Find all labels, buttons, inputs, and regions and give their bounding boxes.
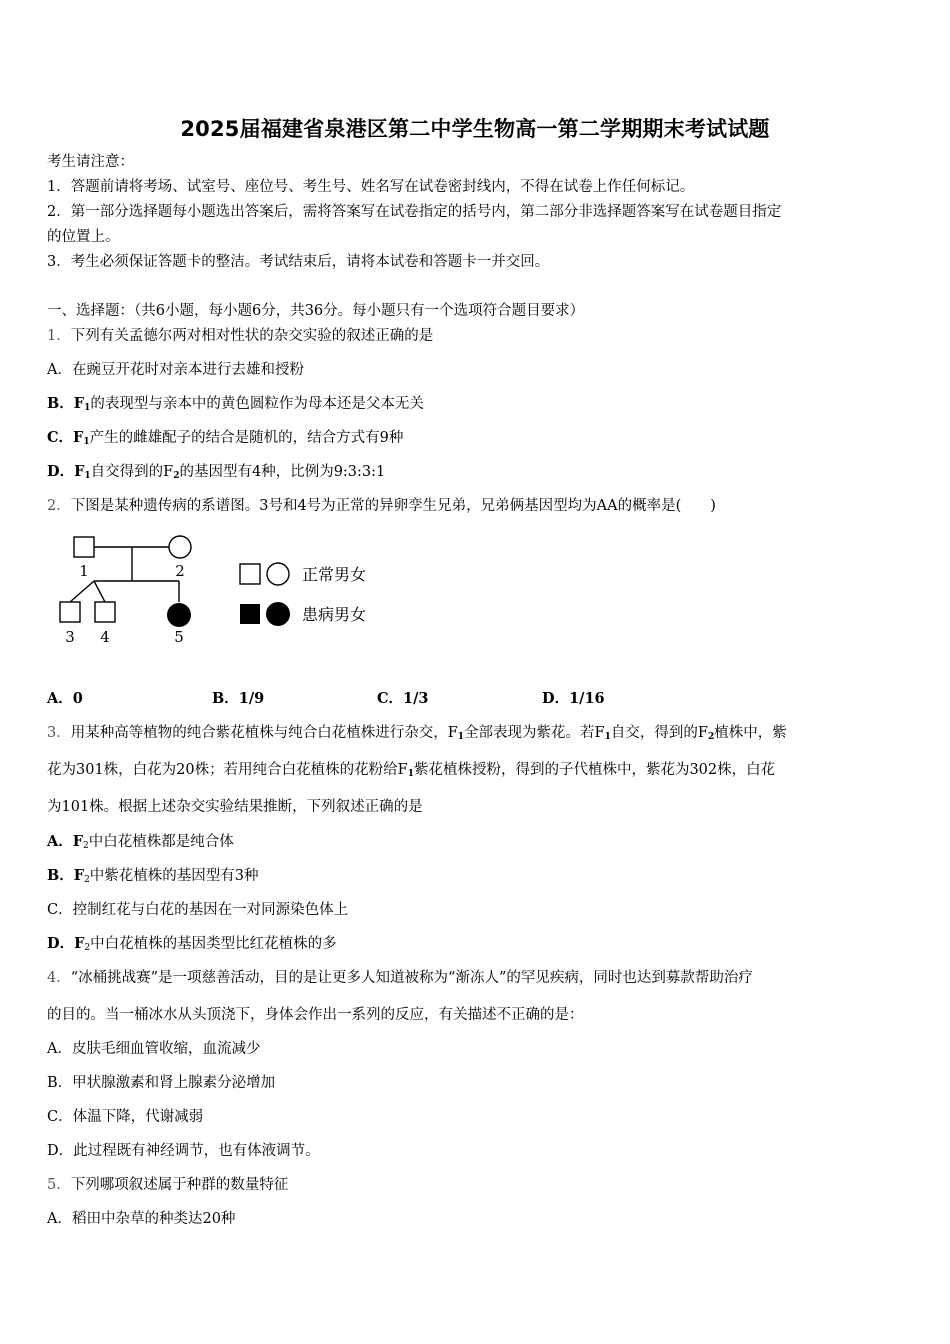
question-3-stem: 3．用某种高等植物的纯合紫花植株与纯合白花植株进行杂交，$F_1$全部表现为紫花。若$F_1$自交，得到的$F_2$植株中，紫 <box>47 725 787 742</box>
individual-3-normal-male <box>60 602 80 622</box>
q2-option-a[interactable]: A．0 <box>47 690 83 707</box>
q2-option-d[interactable]: D．1/16 <box>542 690 605 707</box>
question-3-stem-line: 花为301株，白花为20株；若用纯合白花植株的花粉给$F_1$紫花植株授粉，得到的子代植株中，紫花为302株，白花 <box>47 762 776 779</box>
twin-line <box>94 581 105 602</box>
q3-option-b[interactable]: B．$F_2$中紫花植株的基因型有3种 <box>47 867 259 885</box>
question-2-stem: 2．下图是某种遗传病的系谱图。3号和4号为正常的异卵孪生兄弟，兄弟俩基因型均为AA的概率是( ) <box>47 498 716 514</box>
pedigree-chart <box>44 530 394 660</box>
individual-label: 3 <box>65 628 75 646</box>
exam-title: 2025届福建省泉港区第二中学生物高一第二学期期末考试试题 <box>180 117 770 141</box>
legend-affected-male-icon <box>240 604 260 624</box>
notice-item: 的位置上。 <box>47 229 120 245</box>
legend-normal-female-icon <box>267 563 289 585</box>
question-number: 2． <box>47 498 71 514</box>
legend-normal-male-icon <box>240 564 260 584</box>
q1-option-c[interactable]: C．$F_1$产生的雌雄配子的结合是随机的，结合方式有9种 <box>47 429 404 447</box>
question-3-stem-line: 为101株。根据上述杂交实验结果推断，下列叙述正确的是 <box>47 799 423 815</box>
q5-option-a[interactable]: A．稻田中杂草的种类达20种 <box>47 1211 236 1227</box>
q4-option-d[interactable]: D．此过程既有神经调节，也有体液调节。 <box>47 1143 320 1159</box>
question-5-stem: 5．下列哪项叙述属于种群的数量特征 <box>47 1177 289 1193</box>
question-1-stem: 1．下列有关孟德尔两对相对性状的杂交实验的叙述正确的是 <box>47 328 434 344</box>
q1-option-d[interactable]: D．$F_1$自交得到的$F_2$的基因型有4种，比例为9:3:3:1 <box>47 463 386 481</box>
individual-2-normal-female <box>169 536 191 558</box>
q1-option-a[interactable]: A．在豌豆开花时对亲本进行去雄和授粉 <box>47 362 304 378</box>
legend-normal-label: 正常男女 <box>302 565 367 584</box>
question-number: 4． <box>47 970 71 986</box>
question-number: 1． <box>47 328 71 344</box>
individual-label: 4 <box>100 628 110 646</box>
question-4-stem: 4．“冰桶挑战赛”是一项慈善活动，目的是让更多人知道被称为“渐冻人”的罕见疾病，同时也达到募款帮助治疗 <box>47 970 753 986</box>
individual-label: 1 <box>79 562 89 580</box>
legend-affected-label: 患病男女 <box>302 605 367 624</box>
q4-option-a[interactable]: A．皮肤毛细血管收缩，血流减少 <box>47 1041 261 1057</box>
individual-4-normal-male <box>95 602 115 622</box>
q2-option-b[interactable]: B．1/9 <box>212 690 265 707</box>
notice-heading: 考生请注意： <box>47 154 134 170</box>
individual-5-affected-female <box>167 603 191 627</box>
q3-option-a[interactable]: A．$F_2$中白花植株都是纯合体 <box>47 833 234 851</box>
notice-item: 3．考生必须保证答题卡的整洁。考试结束后，请将本试卷和答题卡一并交回。 <box>47 254 550 270</box>
legend-affected-female-icon <box>266 602 290 626</box>
section-heading: 一、选择题：（共6小题，每小题6分，共36分。每小题只有一个选项符合题目要求） <box>47 303 585 319</box>
notice-item: 1．答题前请将考场、试室号、座位号、考生号、姓名写在试卷密封线内，不得在试卷上作任何标记。 <box>47 179 695 195</box>
q3-option-d[interactable]: D．$F_2$中白花植株的基因类型比红花植株的多 <box>47 935 337 953</box>
q4-option-b[interactable]: B．甲状腺激素和肾上腺素分泌增加 <box>47 1075 276 1091</box>
individual-label: 2 <box>175 562 185 580</box>
twin-line <box>70 581 94 602</box>
q1-option-b[interactable]: B．$F_1$的表现型与亲本中的黄色圆粒作为母本还是父本无关 <box>47 395 424 413</box>
notice-item: 2．第一部分选择题每小题选出答案后，需将答案写在试卷指定的括号内，第二部分非选择题答案写在试卷题目指定 <box>47 204 782 220</box>
question-number: 3． <box>47 725 71 741</box>
individual-1-normal-male <box>74 537 94 557</box>
q4-option-c[interactable]: C．体温下降，代谢减弱 <box>47 1109 204 1125</box>
question-number: 5． <box>47 1177 71 1193</box>
q3-option-c[interactable]: C．控制红花与白花的基因在一对同源染色体上 <box>47 902 349 918</box>
individual-label: 5 <box>174 628 184 646</box>
q2-option-c[interactable]: C．1/3 <box>377 690 429 707</box>
question-4-stem-line: 的目的。当一桶冰水从头顶浇下，身体会作出一系列的反应，有关描述不正确的是： <box>47 1007 584 1023</box>
